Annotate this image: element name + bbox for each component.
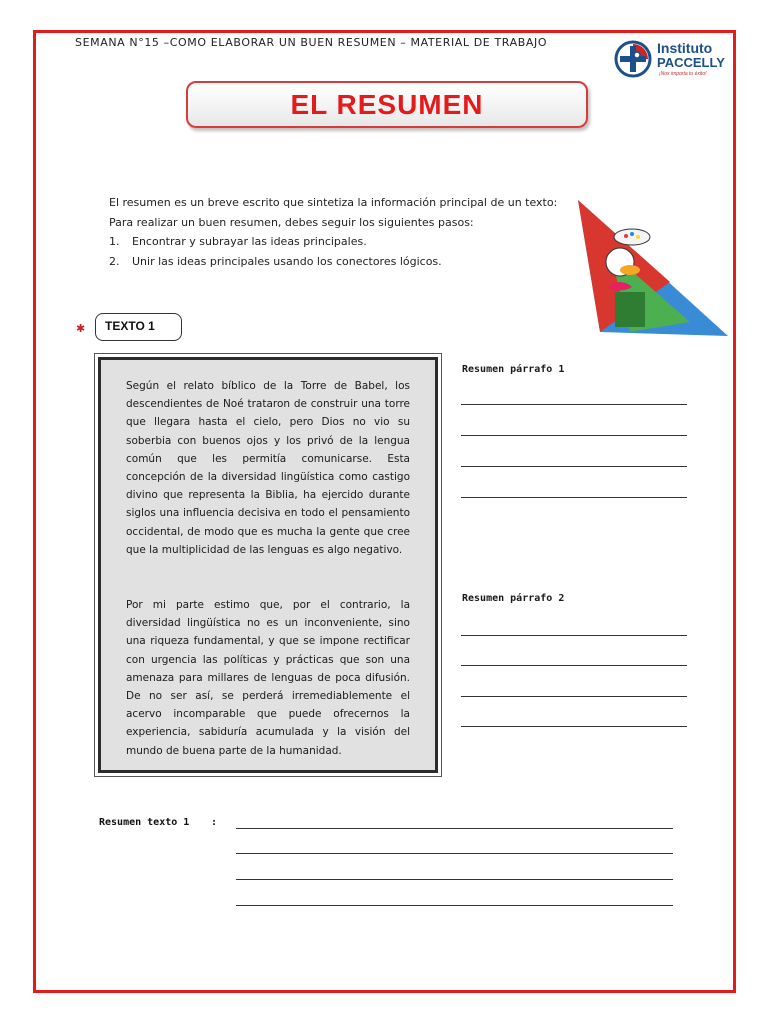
answer-line[interactable] xyxy=(461,635,687,636)
step-text: Unir las ideas principales usando los conectores lógicos. xyxy=(132,254,442,268)
step-number: 1. xyxy=(109,235,120,248)
logo-text-instituto: Instituto xyxy=(657,40,713,56)
course-header: SEMANA N°15 –COMO ELABORAR UN BUEN RESUMEN – MATERIAL DE TRABAJO xyxy=(75,36,548,49)
answer-line[interactable] xyxy=(461,466,687,467)
intro-line-2: Para realizar un buen resumen, debes seguir los siguientes pasos: xyxy=(109,215,474,229)
step-text: Encontrar y subrayar las ideas principales. xyxy=(132,235,367,248)
title-banner xyxy=(186,81,588,128)
intro-line-1: El resumen es un breve escrito que sintetiza la información principal de un texto: xyxy=(109,196,558,209)
reading-box-inner xyxy=(98,357,438,773)
intro-text xyxy=(109,193,559,271)
paragraph-2: Por mi parte estimo que, por el contrario, la diversidad lingüística no es un inconveniente, sino una riqueza fundamental, y que se impone rectificar con urgencia las políticas y prácticas que son una amenaza para millares de lenguas de poca difusión. De no ser así, se perderá irremediablemente el acervo incomparable que puede ofrecernos la experiencia, sabiduría acumulada y la visión del mundo de buena parte de la humanidad. xyxy=(126,599,410,757)
logo-text-paccelly: PACCELLY xyxy=(657,55,725,70)
answer-line[interactable] xyxy=(461,404,687,405)
paragraph-1: Según el relato bíblico de la Torre de Babel, los descendientes de Noé trataron de construir una torre que llegara hasta el cielo, pero Dios no vio su soberbia con buenos ojos y los privó de la lengua común que les permitía comunicarse. Esta concepción de la diversidad lingüística como castigo divino que representa la Biblia, ha ejercido durante siglos una influencia decisiva en todo el pensamiento occidental, de modo que es mucha la gente que cree que la multiplicidad de las lenguas es algo negativo. xyxy=(126,380,410,556)
answer-line[interactable] xyxy=(461,665,687,666)
label-colon: : xyxy=(211,817,218,828)
answer-line[interactable] xyxy=(236,905,673,906)
answer-line[interactable] xyxy=(236,828,673,829)
reading-box xyxy=(94,353,442,777)
resumen-parrafo-1-label: Resumen párrafo 1 xyxy=(462,364,565,375)
texto-tab: TEXTO 1 xyxy=(95,313,182,341)
answer-line[interactable] xyxy=(461,435,687,436)
step-number: 2. xyxy=(109,254,120,268)
logo-slogan: ¡Nos importa tu éxito! xyxy=(659,71,707,77)
answer-line[interactable] xyxy=(461,497,687,498)
step-item xyxy=(109,232,559,252)
cartoon-illustration xyxy=(570,192,730,338)
step-item xyxy=(109,252,559,272)
star-bullet-icon: ✱ xyxy=(76,322,86,335)
answer-line[interactable] xyxy=(461,726,687,727)
page-title: EL RESUMEN xyxy=(290,89,484,120)
resumen-parrafo-2-label: Resumen párrafo 2 xyxy=(462,593,565,604)
answer-line[interactable] xyxy=(236,853,673,854)
resumen-texto-1-label: Resumen texto 1 xyxy=(99,817,190,828)
answer-line[interactable] xyxy=(236,879,673,880)
institute-logo xyxy=(614,38,734,82)
logo-icon xyxy=(614,40,652,78)
answer-line[interactable] xyxy=(461,696,687,697)
